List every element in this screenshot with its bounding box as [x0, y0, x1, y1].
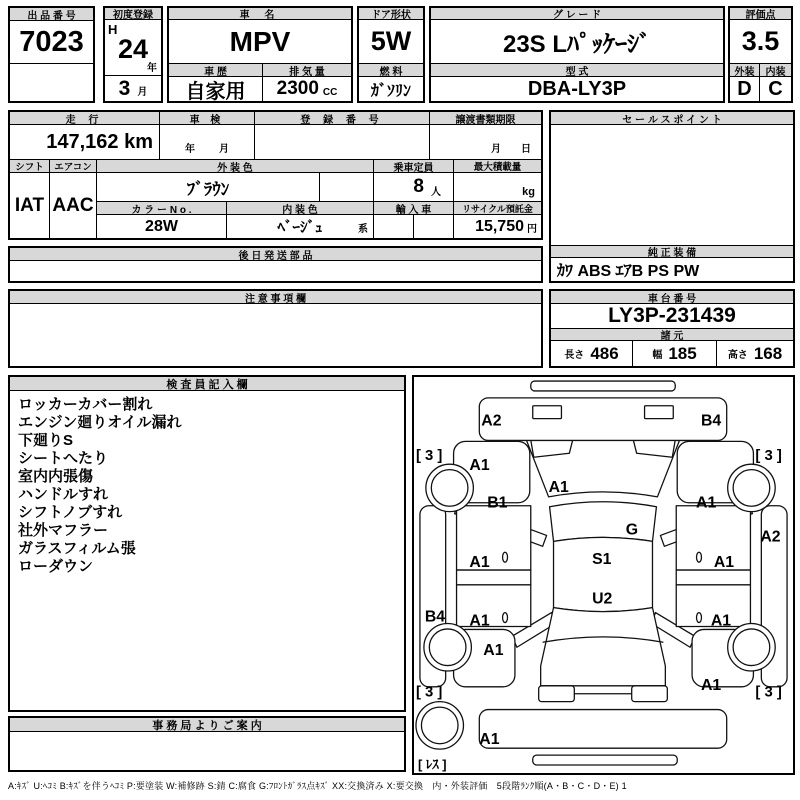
front-right-door-handle	[697, 552, 702, 562]
front-grille-bar	[531, 381, 675, 391]
interior-color-label: 内 装 色	[227, 202, 374, 215]
damage-label: A2	[481, 412, 502, 430]
car-name-label: 車 名	[169, 8, 351, 20]
damage-label: A1	[469, 612, 490, 630]
front-left-door	[457, 506, 531, 570]
height-label: 高さ	[727, 350, 748, 361]
fuel-label: 燃 料	[359, 63, 423, 77]
width-cell	[633, 341, 717, 366]
model-code-value: DBA-LY3P	[527, 77, 627, 100]
inspector-note: ガラスフィルム張	[18, 540, 136, 557]
payload-label: 最大積載量	[454, 160, 541, 173]
damage-label: A1	[713, 554, 735, 572]
displacement-value: 2300	[276, 78, 319, 99]
capacity-cell	[374, 173, 454, 202]
recycle-deposit-value: 15,750	[475, 217, 524, 235]
interior-color-cell	[227, 215, 374, 238]
door-shape-value: 5W	[370, 26, 412, 56]
width-label: 幅	[652, 350, 663, 361]
front-left-door-handle	[503, 552, 508, 562]
damage-label: A1	[700, 676, 722, 694]
recycle-deposit-cell	[454, 215, 541, 238]
inspector-note: 下廻りS	[18, 432, 74, 449]
shift-value: IAT	[10, 173, 50, 238]
width-value: 185	[668, 343, 697, 363]
displacement-cell	[263, 77, 351, 101]
inspector-note: シフトノブすれ	[18, 504, 123, 521]
inspector-note: 社外マフラー	[18, 522, 109, 539]
windshield-base	[550, 502, 657, 542]
caution-box	[8, 289, 543, 368]
chassis-number-label: 車 台 番 号	[551, 291, 793, 304]
history-label: 車 歴	[169, 63, 263, 77]
inspector-note: ハンドルすれ	[18, 486, 109, 503]
inspection-cell	[160, 125, 255, 160]
interior-color-value: ﾍﾞｰｼﾞｭ	[277, 219, 323, 236]
interior-color-suffix: 系	[358, 224, 368, 235]
length-value: 486	[590, 343, 619, 363]
history-value: 自家用	[169, 77, 263, 101]
car-name-box	[167, 6, 353, 103]
office-info-box	[8, 716, 406, 772]
damage-label: [ 3 ]	[415, 684, 443, 701]
damage-label: A2	[760, 528, 781, 546]
fuel-value: ｶﾞｿﾘﾝ	[370, 82, 411, 100]
car-name-value: MPV	[229, 25, 291, 57]
year-unit: 年	[147, 63, 157, 74]
damage-label: [ ﾚｽ ]	[417, 756, 447, 772]
import-cell-2	[414, 215, 454, 238]
inspector-note: ローダウン	[18, 558, 94, 575]
first-registration-box	[103, 6, 163, 103]
inspector-note: エンジン廻りオイル漏れ	[18, 414, 182, 431]
grade-label: グ レ ー ド	[431, 8, 723, 20]
damage-label: G	[625, 521, 639, 539]
interior-grade-value: C	[768, 77, 783, 100]
registration-number-value	[255, 125, 430, 160]
displacement-unit: CC	[322, 87, 338, 98]
first-registration-month: 3	[118, 76, 131, 100]
score-label: 評価点	[730, 8, 791, 20]
capacity-value: 8	[413, 176, 424, 197]
damage-label: [ 3 ]	[415, 448, 443, 465]
inspection-month-unit: 月	[219, 144, 229, 155]
left-tail-light	[539, 686, 575, 702]
chassis-number-value: LY3P-231439	[551, 304, 793, 329]
transfer-day-unit: 日	[521, 144, 531, 155]
grade-box	[429, 6, 725, 103]
auction-number-label: 出 品 番 号	[10, 8, 93, 21]
capacity-label: 乗車定員	[374, 160, 454, 173]
inspection-year-unit: 年	[185, 144, 195, 155]
rear-left-tire	[429, 629, 466, 666]
recycle-deposit-label: リサイクル預託金	[454, 202, 541, 215]
color-no-label: カ ラ ー N o .	[97, 202, 227, 215]
import-cell-1	[374, 215, 414, 238]
damage-label: B4	[424, 608, 446, 626]
door-shape-label: ドア形状	[359, 8, 423, 20]
payload-unit: kg	[454, 173, 541, 202]
damage-label: [ 3 ]	[755, 684, 782, 701]
interior-grade-label: 内装	[760, 63, 791, 77]
chassis-number-box	[549, 289, 795, 368]
damage-label: A1	[483, 642, 504, 660]
length-cell	[551, 341, 633, 366]
rear-right-door-handle	[697, 613, 702, 623]
dimensions-label: 諸 元	[551, 329, 793, 341]
height-cell	[717, 341, 793, 366]
equipment-label: 純 正 装 備	[551, 245, 793, 258]
car-diagram-box	[412, 375, 795, 775]
right-headlight	[645, 406, 674, 419]
spare-tire	[421, 707, 458, 744]
exterior-color-value: ﾌﾞﾗｳﾝ	[97, 173, 320, 202]
damage-label: B4	[700, 412, 722, 430]
equipment-value: ｶﾜ ABS ｴｱB PS PW	[557, 263, 700, 280]
displacement-label: 排 気 量	[263, 63, 351, 77]
right-sill	[676, 570, 750, 585]
caution-label: 注 意 事 項 欄	[10, 291, 541, 304]
left-sill	[457, 570, 531, 585]
aircon-value: AAC	[50, 173, 97, 238]
exterior-color-extra-cell	[320, 173, 374, 202]
height-value: 168	[753, 343, 783, 363]
inspector-notes-label: 検 査 員 記 入 欄	[10, 377, 404, 391]
damage-label: U2	[592, 590, 613, 608]
footer-legend: A:ｷｽﾞ U:ﾍｺﾐ B:ｷｽﾞを伴うﾍｺﾐ P:要塗装 W:補修跡 S:錆 C:腐食 G:ﾌﾛﾝﾄｶﾞﾗｽ点ｷｽﾞ XX:交換済み X:要交換 内・外装評価 5段階ﾗﾝｸ順(A・B・C・D・E) 1	[8, 781, 627, 791]
score-value: 3.5	[741, 26, 780, 56]
rear-lower-bar	[533, 755, 677, 765]
right-tail-light	[632, 686, 668, 702]
rear-left-door	[457, 585, 531, 630]
front-right-tire	[733, 470, 770, 507]
exterior-color-label: 外 装 色	[97, 160, 374, 173]
inspector-note: 室内内張傷	[18, 468, 94, 485]
inspector-note: ロッカーカバー割れ	[18, 396, 153, 413]
car-diagram	[414, 377, 793, 773]
auction-number-value: 7023	[10, 21, 93, 64]
import-label: 輸 入 車	[374, 202, 454, 215]
transfer-deadline-cell	[430, 125, 541, 160]
first-registration-month-cell	[105, 76, 161, 101]
damage-label: A1	[710, 612, 732, 630]
front-bumper	[479, 398, 726, 441]
first-registration-year-cell	[105, 20, 161, 76]
damage-label: A1	[696, 494, 717, 512]
first-registration-label: 初度登録	[105, 8, 161, 20]
model-code-label: 型 式	[431, 63, 723, 77]
aircon-label: エアコン	[50, 160, 97, 173]
first-registration-year: 24	[117, 34, 149, 64]
transfer-deadline-label: 譲渡書類期限	[430, 112, 541, 125]
length-label: 長さ	[564, 350, 585, 361]
sales-point-box	[549, 110, 795, 283]
score-box	[728, 6, 793, 103]
office-info-label: 事 務 局 よ り ご 案 内	[10, 718, 404, 732]
shift-label: シフト	[10, 160, 50, 173]
door-shape-box	[357, 6, 425, 103]
spec-table	[8, 110, 543, 240]
exterior-grade-label: 外装	[730, 63, 760, 77]
transfer-month-unit: 月	[491, 144, 501, 155]
later-parts-box	[8, 246, 543, 283]
auction-number-box	[8, 6, 95, 103]
damage-label: A1	[548, 478, 569, 496]
rear-left-door-handle	[503, 613, 508, 623]
mileage-label: 走 行	[10, 112, 160, 125]
inspector-note: シートへたり	[18, 450, 109, 467]
month-unit: 月	[137, 87, 148, 98]
damage-label: A1	[469, 457, 490, 475]
recycle-deposit-unit: 円	[527, 224, 537, 235]
era-letter: H	[108, 22, 118, 37]
sales-point-label: セ ー ル ス ポ イ ン ト	[551, 112, 793, 125]
inspector-notes-box	[8, 375, 406, 712]
inspection-label: 車 検	[160, 112, 255, 125]
capacity-unit: 人	[431, 187, 441, 198]
inspector-notes-list	[10, 391, 404, 710]
rear-hatch	[541, 608, 666, 686]
color-no-value: 28W	[97, 215, 227, 238]
front-left-tire	[431, 470, 468, 507]
damage-label: A1	[479, 731, 500, 749]
damage-label: B1	[487, 494, 508, 512]
registration-number-label: 登 録 番 号	[255, 112, 430, 125]
damage-label: [ 3 ]	[755, 448, 782, 465]
exterior-grade-value: D	[730, 77, 760, 101]
rear-bumper	[479, 710, 726, 749]
damage-label: A1	[469, 554, 490, 572]
grade-value: 23S Lﾊﾟｯｹｰｼﾞ	[502, 31, 652, 58]
rear-right-tire	[733, 629, 770, 666]
damage-label: S1	[592, 551, 612, 569]
later-parts-label: 後 日 発 送 部 品	[10, 248, 541, 261]
left-headlight	[533, 406, 562, 419]
mileage-value: 147,162 km	[10, 125, 160, 160]
